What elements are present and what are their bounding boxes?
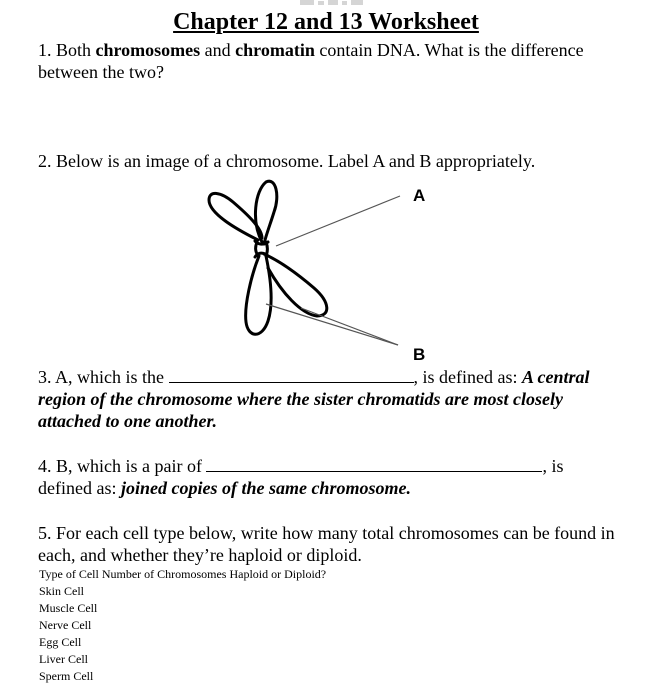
question-4-prefix: 4. B, which is a pair of <box>38 456 207 476</box>
label-b: B <box>413 345 426 364</box>
cell-row-skin: Skin Cell <box>39 584 85 598</box>
question-5: 5. For each cell type below, write how many total chromosomes can be found in each, and whether they’re haploid or diploid. <box>38 523 615 565</box>
definition-a-rest: region of the chromosome where the sister chromatids are most closely attached to one another. <box>38 389 563 431</box>
pointer-line-a <box>276 196 400 246</box>
chromatid-upper-right <box>255 181 276 244</box>
cell-row-muscle: Muscle Cell <box>39 601 98 615</box>
cell-row-nerve: Nerve Cell <box>39 618 92 632</box>
question-1 <box>38 39 628 83</box>
term-chromosomes: chromosomes <box>95 40 201 60</box>
definition-a-start: A central <box>521 367 590 387</box>
answer-blank-a[interactable] <box>169 368 414 383</box>
cell-table-header: Type of Cell Number of Chromosomes Haploid or Diploid? <box>39 567 327 581</box>
question-4-line-2: defined as: <box>38 478 121 498</box>
centromere <box>255 241 268 257</box>
question-3-suffix: , is defined as: <box>413 367 522 387</box>
label-a: A <box>413 186 426 205</box>
question-2: 2. Below is an image of a chromosome. Label A and B appropriately. <box>38 151 536 171</box>
pointer-line-b-lower <box>301 308 398 345</box>
question-4 <box>38 455 628 499</box>
question-3-prefix: 3. A, which is the <box>38 367 169 387</box>
cell-type-list <box>39 583 97 685</box>
question-3-line-1 <box>38 366 624 388</box>
cell-row-sperm: Sperm Cell <box>39 669 94 683</box>
worksheet-title: Chapter 12 and 13 Worksheet <box>173 9 479 35</box>
question-1-text: 1. Both <box>38 40 96 60</box>
definition-b: joined copies of the same chromosome. <box>120 478 411 498</box>
term-chromatin: chromatin <box>235 40 315 60</box>
question-3 <box>38 366 624 432</box>
question-4-line-1 <box>38 455 628 477</box>
answer-blank-b[interactable] <box>206 457 542 472</box>
pointer-line-b-upper <box>266 304 398 345</box>
scan-artifact <box>300 0 368 6</box>
question-4-suffix: , is <box>542 456 564 476</box>
cell-row-liver: Liver Cell <box>39 652 88 666</box>
cell-row-egg: Egg Cell <box>39 635 82 649</box>
question-1-text: contain DNA. What is the difference between the two? <box>38 40 584 82</box>
chromosome-diagram <box>195 176 445 366</box>
question-1-text: and <box>200 40 236 60</box>
